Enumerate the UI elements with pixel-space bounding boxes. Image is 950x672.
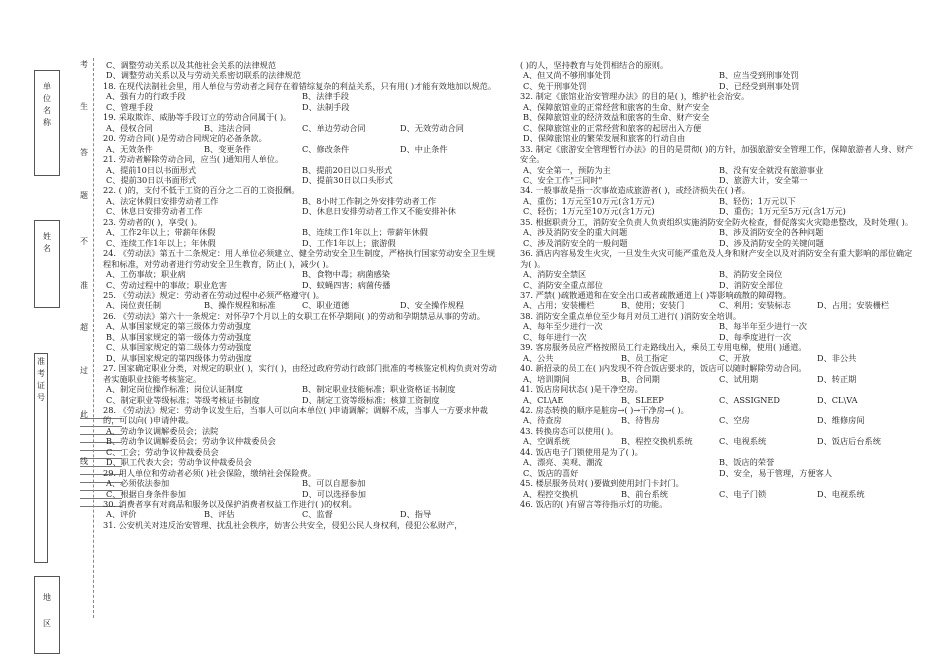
seal-dashed-line — [93, 58, 94, 618]
q24-options — [103, 280, 498, 290]
option: B、饭店的荣誉 — [719, 457, 775, 468]
q33-options — [520, 175, 915, 185]
option: B、保障旅馆业的经济效益和旅客的生命、财产安全 — [523, 112, 710, 123]
q34-options — [520, 196, 915, 206]
option: D、安全，易于管理，方便客人 — [719, 467, 833, 478]
option: B、SLEEP — [621, 394, 664, 405]
q34-options — [520, 206, 915, 216]
option: C、试用期 — [719, 373, 759, 384]
option: A、待查房 — [523, 415, 562, 426]
option: D、职工代表大会；劳动争议仲裁委员会 — [106, 457, 252, 468]
q37-options — [520, 300, 915, 310]
option: C、每年进行一次 — [523, 331, 587, 342]
question-41: 41. 饭店房间状态( )是干净空房。 — [520, 384, 643, 395]
option: A、占用；安装栅栏 — [523, 300, 595, 311]
region-label: 地区 — [43, 593, 51, 628]
q29-options — [103, 489, 498, 499]
option: B、使用；安装门 — [621, 300, 685, 311]
question-42: 42. 房态转换的顺序是脏房→( )→干净房→( )。 — [520, 404, 689, 415]
question-38: 38. 消防安全重点单位至少每月对员工进行( )消防安全培训。 — [520, 310, 742, 321]
option: A、但又尚不够刑事处罚 — [523, 70, 611, 81]
option: B、程控交换机系统 — [621, 436, 693, 447]
option: A、培训期间 — [523, 373, 570, 384]
option: A、漂亮、美观、潮流 — [523, 457, 603, 468]
question-44: 44. 饭店电子门锁使用是为了( )。 — [520, 446, 643, 457]
option: C、轻伤；1万元至10万元(含1万元) — [523, 206, 655, 217]
question-23: 23. 劳动者的( )，享受( )。 — [103, 216, 203, 227]
q21-options — [103, 175, 498, 185]
q29-options — [103, 478, 498, 488]
option: D、消防安全部位 — [719, 279, 783, 290]
option: D、可以选择参加 — [302, 488, 366, 499]
option: D、休息日安排劳动者工作又不能安排补休 — [302, 206, 456, 217]
option: D、已经受到刑事处罚 — [719, 80, 800, 91]
option: C、劳动过程中的事故；职业危害 — [106, 279, 227, 290]
q21-options — [103, 165, 498, 175]
option: D、蚊蝇四害；病菌传播 — [302, 279, 391, 290]
option: A、安全第一，预防为主 — [523, 164, 611, 175]
option: C、空房 — [719, 415, 750, 426]
option: C、制定职业等级标准；等级考核证书制度 — [106, 394, 260, 405]
option: D、安全操作规程 — [400, 300, 464, 311]
q30-options — [103, 509, 498, 519]
option: B、消防安全岗位 — [719, 269, 783, 280]
option: B、提前20日以口头形式 — [302, 164, 393, 175]
seal-char: 过 — [80, 366, 88, 375]
option: C、饭店的喜好 — [523, 467, 579, 478]
option: D、CL\VA — [817, 394, 858, 405]
option: B、食物中毒；病菌感染 — [302, 269, 390, 280]
seal-char: 超 — [80, 323, 88, 332]
region-box — [34, 576, 60, 654]
question-34: 34. 一般事故是指一次事故造成旅游者( )，或经济损失在( )者。 — [520, 185, 751, 196]
option: B、每半年至少进行一次 — [719, 321, 807, 332]
question-31: 31. 公安机关对违反治安管理、扰乱社会秩序，妨害公共安全，侵犯公民人身权利，侵犯公私财产， — [103, 519, 463, 530]
question-20: 20. 劳动合同( )是劳动合同规定的必备条款。 — [103, 133, 267, 144]
option: C、管理手段 — [106, 101, 154, 112]
option: C、单边劳动合同 — [302, 122, 366, 133]
question-32: 32. 制定《旅馆业治安管理办法》的目的是( )，维护社会治安。 — [520, 91, 750, 102]
option-line: D、调整劳动关系以及与劳动关系密切联系的法律规范 — [106, 70, 301, 81]
option: B、评估 — [204, 509, 235, 520]
option: A、侵权合同 — [106, 122, 153, 133]
option: A、提前10日以书面形式 — [106, 164, 197, 175]
option: B、劳动争议调解委员会；劳动争议仲裁委员会 — [106, 436, 276, 447]
option: C、职业道德 — [302, 300, 350, 311]
option: A、法定休假日安排劳动者工作 — [106, 195, 219, 206]
question-35: 35. 根据职责分工，消防安全负责人负责组织实施消防安全防火检查，督促落实火灾隐患整改，及时处理( )。 — [520, 216, 914, 227]
q38-options — [520, 332, 915, 342]
q25-options — [103, 300, 498, 310]
question-36: 36. 酒店内容易发生火灾，一旦发生火灾可能严重危及人身和财产安全以及对消防安全有重大影响的部位确定为( )。 — [520, 248, 913, 269]
option: A、强有力的行政手段 — [106, 91, 186, 102]
question-21: 21. 劳动者解除劳动合同，应当( )通知用人单位。 — [103, 154, 284, 165]
option: A、程控交换机 — [523, 488, 579, 499]
option: A、消防安全禁区 — [523, 269, 587, 280]
option: A、涉及消防安全的重大问题 — [523, 227, 628, 238]
q23-options — [103, 227, 498, 237]
option: D、中止条件 — [400, 143, 448, 154]
q31-options — [520, 81, 915, 91]
option: B、没有安全就没有旅游事业 — [719, 164, 824, 175]
option: A、评价 — [106, 509, 137, 520]
q42-options — [520, 415, 915, 425]
seal-char: 考 — [80, 60, 88, 69]
option: D、重伤；1万元至5万元(含1万元) — [719, 206, 846, 217]
option: B、可以自愿参加 — [302, 478, 366, 489]
option: B、操作规程和标准 — [204, 300, 276, 311]
option: C、连续工作1年以上；年休假 — [106, 237, 216, 248]
q38-options — [520, 321, 915, 331]
q18-options — [103, 102, 498, 112]
q33-options — [520, 165, 915, 175]
option: B、前台系统 — [621, 488, 668, 499]
question-28: 28. 《劳动法》规定：劳动争议发生后，当事人可以向本单位( )申请调解；调解不成，当事人一方要求仲裁的，可以向( )申请仲裁。 — [103, 404, 488, 426]
option: B、法律手段 — [302, 91, 349, 102]
option: A、从事国家规定的第三级体力劳动强度 — [106, 321, 252, 332]
question-22: 22. ( )的，支付不低于工资的百分之二百的工资报酬。 — [103, 185, 300, 196]
question-18: 18. 在现代法制社会里，用人单位与劳动者之间存在着错综复杂的利益关系，只有用( )才能有效地加以规范。 — [103, 80, 497, 91]
option: B、8小时工作制之外安排劳动者工作 — [302, 195, 437, 206]
left-question-column — [103, 60, 498, 530]
option: B、连续工作1年以上；带薪年休假 — [302, 227, 428, 238]
q40-options — [520, 374, 915, 384]
option: D、电视系统 — [817, 488, 865, 499]
option: C、监督 — [302, 509, 333, 520]
option: C、工会；劳动争议仲裁委员会 — [106, 446, 219, 457]
q31-options — [520, 70, 915, 80]
option: D、每季度进行一次 — [719, 331, 792, 342]
name-box — [34, 220, 60, 308]
q20-options — [103, 144, 498, 154]
question-19: 19. 采取欺诈、威胁等手段订立的劳动合同属于( )。 — [103, 112, 292, 123]
q43-options — [520, 436, 915, 446]
option: C、休息日安排劳动者工作 — [106, 206, 203, 217]
option: A、制定岗位操作标准；岗位认证制度 — [106, 384, 243, 395]
option: B、待售房 — [621, 415, 660, 426]
option: D、工作1年以上；旅游假 — [302, 237, 396, 248]
option: C、保障旅馆业的正常经营和旅客的起居出入方便 — [523, 122, 702, 133]
question-33: 33. 制定《旅游安全管理暂行办法》的目的是贯彻( )的方针，加强旅游安全管理工作，保障旅游者人身、财产安全。 — [520, 143, 914, 165]
option: A、工作2年以上；带薪年休假 — [106, 227, 216, 238]
question-29: 29. 用人单位和劳动者必须( )社会保险，缴纳社会保险费。 — [103, 467, 316, 478]
option: D、法制手段 — [302, 101, 350, 112]
unit-name-label: 单位名称 — [43, 82, 51, 127]
question-24: 24. 《劳动法》第五十二条规定：用人单位必须建立、健全劳动安全卫生制度，严格执行国家劳动安全卫生规程和标准，对劳动者进行劳动安全卫生教育，防止( )，减少( )。 — [103, 248, 496, 269]
option: A、重伤；1万元至10万元(含1万元) — [523, 195, 655, 206]
question-37: 37. 严禁( )疏散通道和在安全出口或者疏散通道上( )等影响疏散的障碍物。 — [520, 289, 792, 300]
option: B、违法合同 — [204, 122, 251, 133]
option: D、旅游大计，安全第一 — [719, 174, 808, 185]
unit-name-box — [34, 70, 60, 176]
option: D、占用；安装栅栏 — [817, 300, 890, 311]
question-27: 27. 国家确定职业分类，对规定的职业( )，实行( )，由经过政府劳动行政部门批准的考核鉴定机构负责对劳动者实施职业技能考核鉴定。 — [103, 363, 497, 384]
option: D、涉及消防安全的关键问题 — [719, 237, 824, 248]
question-31-continued: ( )的人，坚持教育与处罚相结合的原则。 — [520, 60, 669, 70]
right-question-column — [520, 60, 915, 509]
question-25: 25. 《劳动法》规定：劳动者在劳动过程中必须严格遵守( )。 — [103, 289, 325, 300]
seal-char: 不 — [80, 237, 88, 246]
option: B、合同期 — [621, 373, 660, 384]
option: D、保障旅馆业的繁荣发展和旅客的行动自由 — [523, 133, 686, 144]
option: B、应当受到刑事处罚 — [719, 70, 799, 81]
question-30: 30. 消费者享有对商品和服务以及保护消费者权益工作进行( )的权利。 — [103, 499, 357, 510]
q41-options — [520, 395, 915, 405]
ticket-number-label: 准考证号 — [37, 357, 45, 402]
q45-options — [520, 489, 915, 499]
q22-options — [103, 196, 498, 206]
q44-options — [520, 457, 915, 467]
seal-char: 此 — [80, 410, 88, 419]
q18-options — [103, 91, 498, 101]
question-46: 46. 饭店的( )有留言等待指示灯的功能。 — [520, 499, 668, 510]
option: C、ASSIGNED — [719, 394, 780, 405]
option: C、免于刑事处罚 — [523, 80, 587, 91]
seal-char: 题 — [80, 191, 88, 200]
option: D、从事国家规定的第四级体力劳动强度 — [106, 352, 252, 363]
option: A、必须依法参加 — [106, 478, 170, 489]
option: B、从事国家规定的第一级体力劳动强度 — [106, 331, 252, 342]
option: C、电子门锁 — [719, 488, 767, 499]
q35-options — [520, 238, 915, 248]
option: D、提前30日以口头形式 — [302, 174, 393, 185]
option: C、从事国家规定的第二级体力劳动强度 — [106, 342, 252, 353]
option: A、CL\AE — [523, 394, 564, 405]
question-39: 39. 客房服务员应严格按照员工行走路线出入，乘员工专用电梯，使用( )通道。 — [520, 342, 807, 353]
question-26: 26. 《劳动法》第六十一条规定：对怀孕7个月以上的女职工在怀孕期间( )的劳动和孕期禁忌从事的劳动。 — [103, 310, 485, 321]
q24-options — [103, 269, 498, 279]
q44-options — [520, 468, 915, 478]
option: C、开放 — [719, 352, 750, 363]
option: D、无效劳动合同 — [400, 122, 464, 133]
option: B、涉及消防安全的各种问题 — [719, 227, 824, 238]
option: D、非公共 — [817, 352, 857, 363]
option: C、涉及消防安全的一般问题 — [523, 237, 628, 248]
question-40: 40. 新招录的员工在( )内发现不符合饭店要求的，饭店可以随时解除劳动合同。 — [520, 363, 807, 374]
seal-char: 线 — [80, 457, 88, 466]
q35-options — [520, 227, 915, 237]
ticket-number-box — [34, 353, 48, 563]
option: A、劳动争议调解委员会；法院 — [106, 425, 219, 436]
option: B、制定职业技能标准；职业资格证书制度 — [302, 384, 456, 395]
option: D、指导 — [400, 509, 432, 520]
q22-options — [103, 206, 498, 216]
option: C、根据自身条件参加 — [106, 488, 186, 499]
option: B、变更条件 — [204, 143, 251, 154]
option: D、制定工资等级标准；核算工资制度 — [302, 394, 440, 405]
option: D、维修房间 — [817, 415, 865, 426]
option: D、转正期 — [817, 373, 857, 384]
q36-options — [520, 269, 915, 279]
option: C、安全工作"三同时" — [523, 174, 603, 185]
seal-char: 准 — [80, 281, 88, 290]
option: C、电视系统 — [719, 436, 767, 447]
option: C、提前30日以书面形式 — [106, 174, 197, 185]
option: A、保障旅馆业的正常经营和旅客的生命、财产安全 — [523, 101, 710, 112]
seal-char: 生 — [80, 102, 88, 111]
option: A、每年至少进行一次 — [523, 321, 603, 332]
q27-options — [103, 395, 498, 405]
option: D、饭店后台系统 — [817, 436, 881, 447]
question-45: 45. 楼层服务员对( )要做到使用封门卡封门。 — [520, 478, 684, 489]
option: B、轻伤；1万元以下 — [719, 195, 796, 206]
name-label: 姓名 — [43, 232, 51, 253]
q39-options — [520, 353, 915, 363]
option: A、空调系统 — [523, 436, 570, 447]
option-line: C、调整劳动关系以及其他社会关系的法律规范 — [106, 60, 277, 70]
option: A、无效条件 — [106, 143, 153, 154]
q36-options — [520, 280, 915, 290]
question-43: 43. 转换房态可以使用( )。 — [520, 425, 619, 436]
option: C、利用；安装标志 — [719, 300, 791, 311]
option: C、修改条件 — [302, 143, 350, 154]
option: A、公共 — [523, 352, 554, 363]
binding-sidebar — [34, 58, 106, 638]
q23-options — [103, 238, 498, 248]
option: C、消防安全重点部位 — [523, 279, 603, 290]
option: A、工伤事故；职业病 — [106, 269, 186, 280]
seal-char: 答 — [80, 148, 88, 157]
q19-options — [103, 123, 498, 133]
option: A、岗位责任制 — [106, 300, 162, 311]
q27-options — [103, 384, 498, 394]
option: B、员工指定 — [621, 352, 668, 363]
